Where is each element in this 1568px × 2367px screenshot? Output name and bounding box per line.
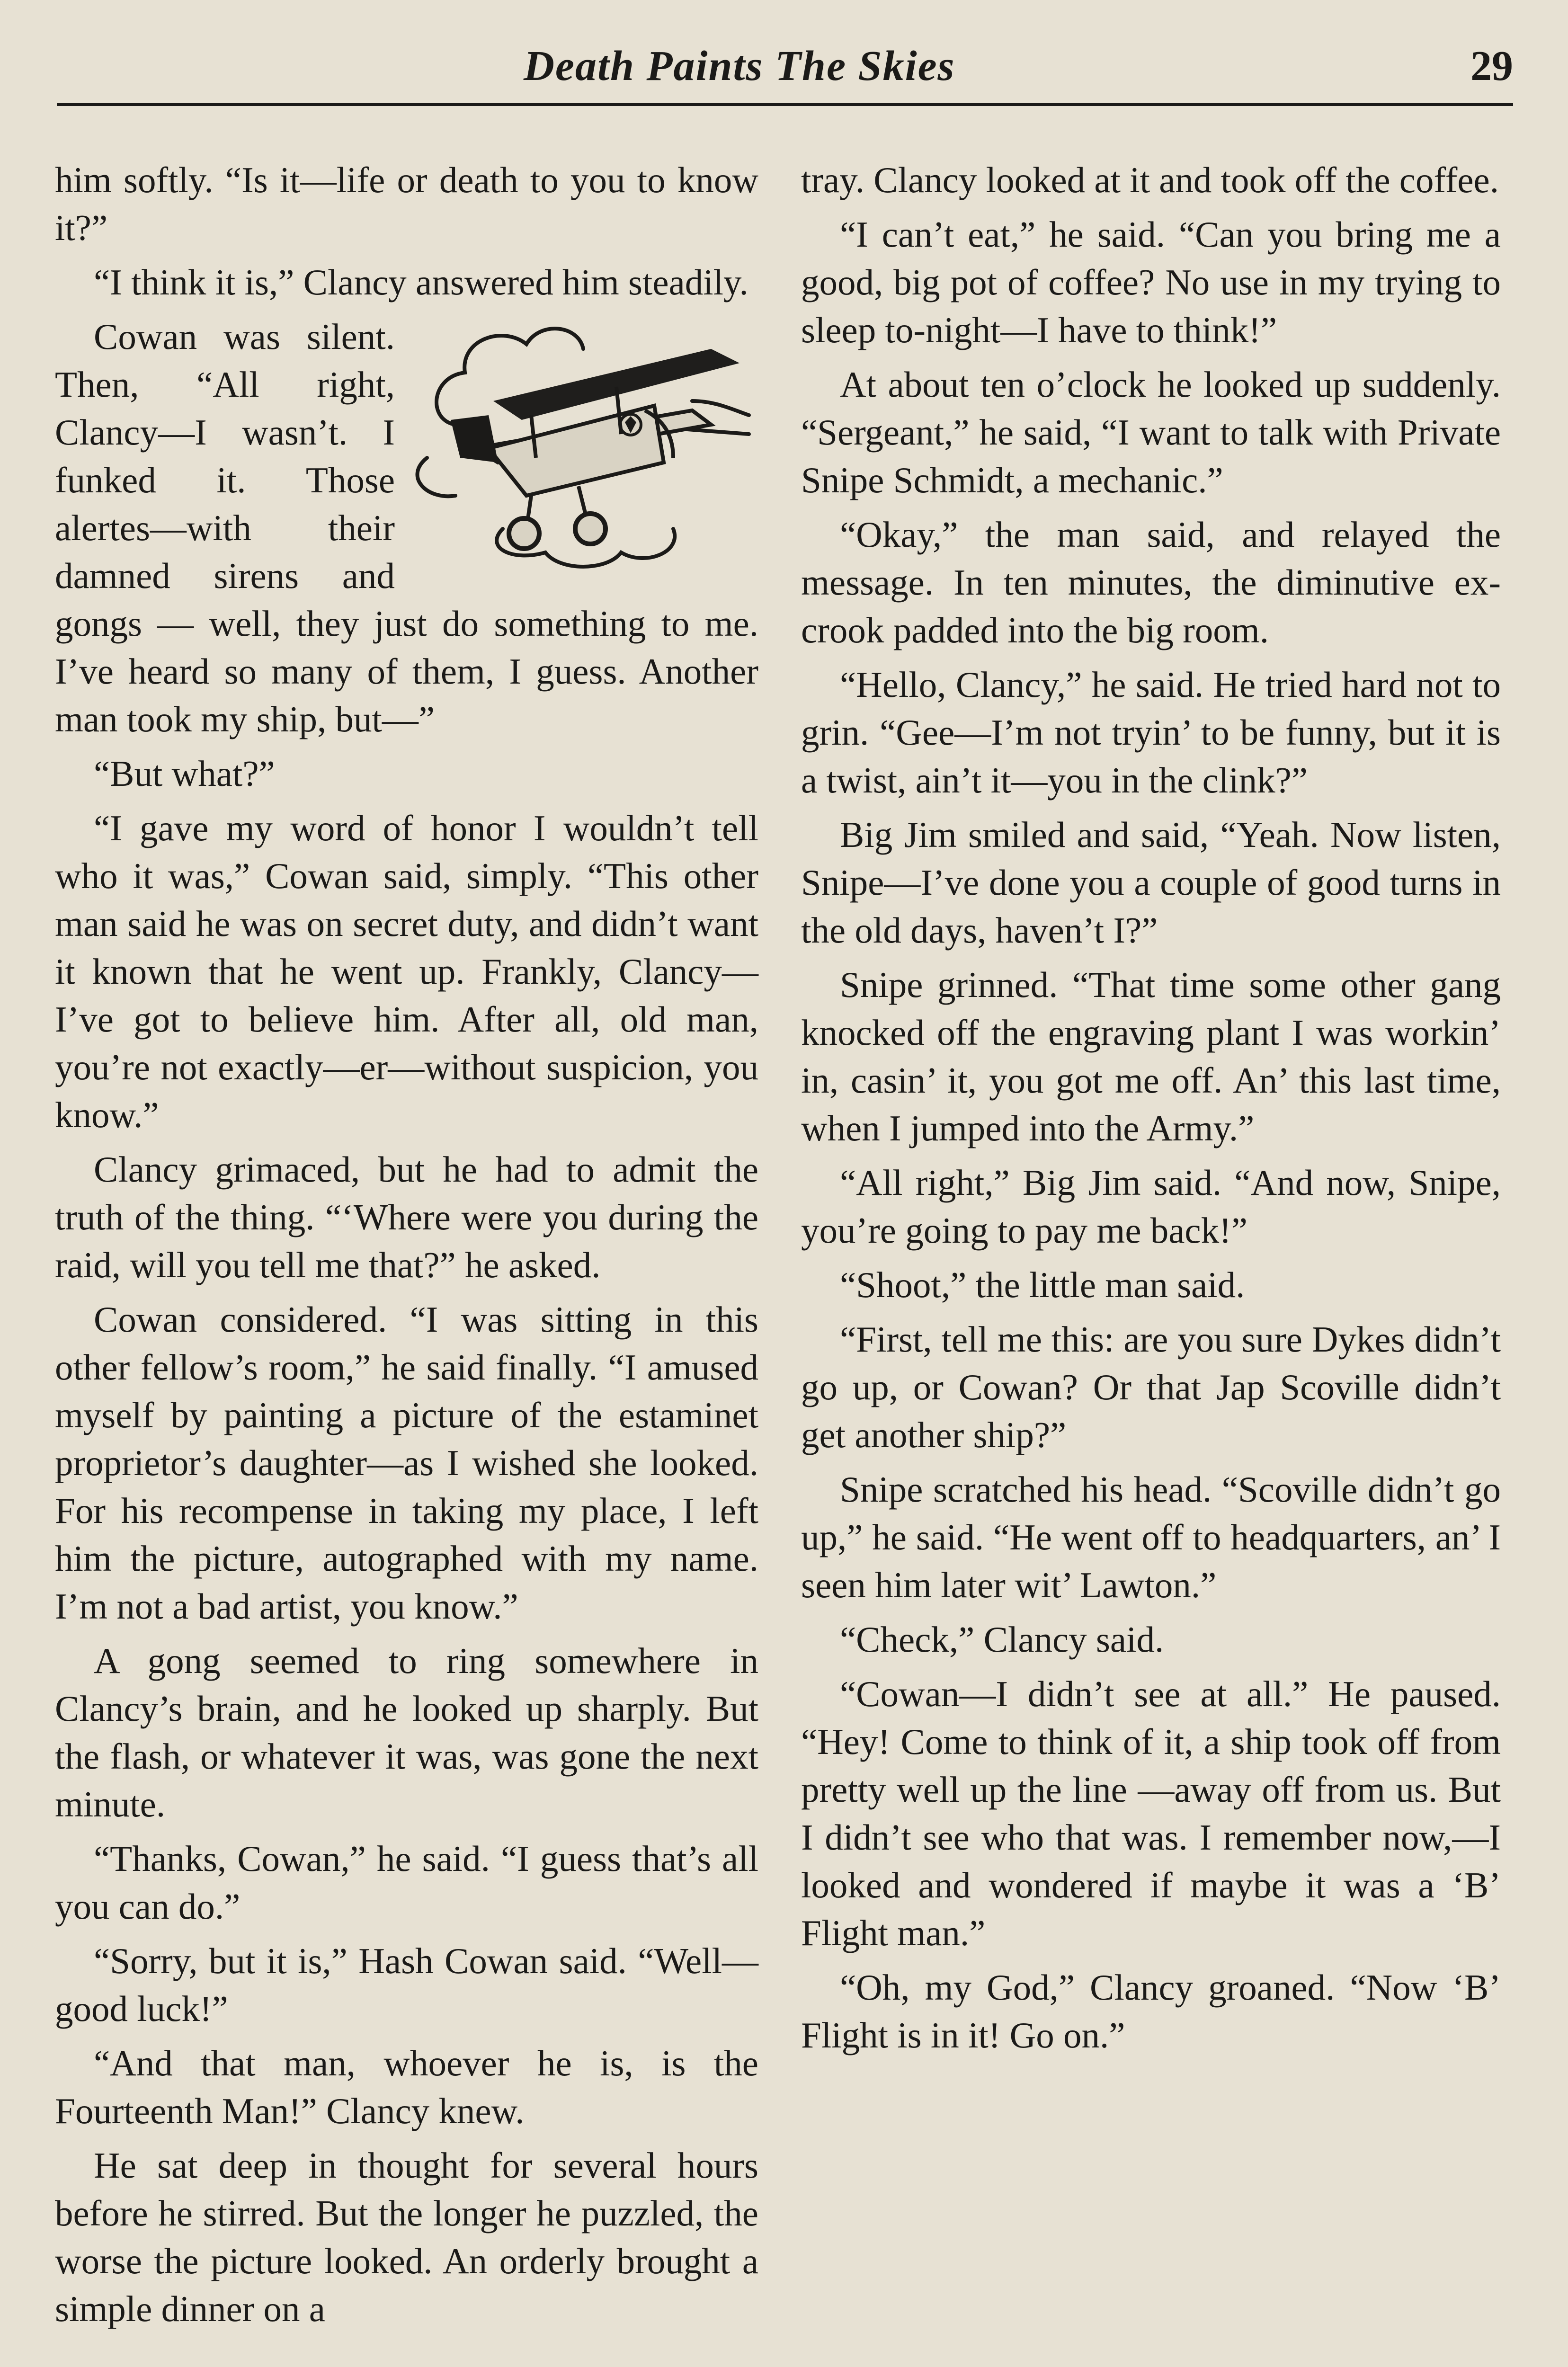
paragraph: “First, tell me this: are you sure Dykes didn’t go up, or Cowan? Or that Jap Scoville didn’t get another ship?” <box>801 1319 1501 1455</box>
paragraph: “Shoot,” the little man said. <box>840 1264 1245 1305</box>
paragraph: “And that man, whoever he is, is the Fourteenth Man!” Clancy knew. <box>55 2043 758 2131</box>
header-rule <box>57 103 1513 106</box>
paragraph: A gong seemed to ring somewhere in Clancy’s brain, and he looked up sharply. But the flash, or whatever it was, was gone the next minute. <box>55 1640 758 1824</box>
paragraph: tray. Clancy looked at it and took off the coffee. <box>801 160 1499 200</box>
paragraph: “Hello, Clancy,” he said. He tried hard not to grin. “Gee—I’m not tryin’ to be funny, but it is a twist, ain’t it—you in the clink?” <box>801 664 1501 801</box>
paragraph: “I gave my word of honor I wouldn’t tell who it was,” Cowan said, simply. “This other man said he was on secret duty, and didn’t want it known that he went up. Frankly, Clancy—I’ve got to believe him. After all, old man, you’re not exactly—er—without suspicion, you know.” <box>55 808 758 1135</box>
biplane-illustration <box>408 306 758 571</box>
paragraph: “Thanks, Cowan,” he said. “I guess that’s all you can do.” <box>55 1838 758 1927</box>
paragraph: him softly. “Is it—life or death to you to know it?” <box>55 160 758 248</box>
page-number: 29 <box>1470 43 1513 89</box>
paragraph: Cowan was silent. Then, “All right, Clancy—I wasn’t. I funked it. Those alertes—with their damned sirens and gongs — well, they just do something to me. I’ve heard so many of them, I guess. Another man took my ship, but—” <box>55 316 758 739</box>
paragraph: “Sorry, but it is,” Hash Cowan said. “Well—good luck!” <box>55 1940 758 2029</box>
paragraph: Snipe scratched his head. “Scoville didn’t go up,” he said. “He went off to headquarters, an’ I seen him later wit’ Lawton.” <box>801 1469 1501 1605</box>
paragraph: “Cowan—I didn’t see at all.” He paused. “Hey! Come to think of it, a ship took off from pretty well up the line —away off from us. But I didn’t see who that was. I remember now,—I looked and wondered if maybe it was a ‘B’ Flight man.” <box>801 1673 1501 1953</box>
right-column <box>801 156 1501 2059</box>
paragraph: “Check,” Clancy said. <box>840 1619 1164 1660</box>
paragraph: At about ten o’clock he looked up suddenly. “Sergeant,” he said, “I want to talk with Private Snipe Schmidt, a mechanic.” <box>801 364 1501 500</box>
paragraph: “Oh, my God,” Clancy groaned. “Now ‘B’ Flight is in it! Go on.” <box>801 1967 1501 2056</box>
paragraph: “Okay,” the man said, and relayed the message. In ten minutes, the diminutive ex-crook padded into the big room. <box>801 514 1501 650</box>
paragraph: He sat deep in thought for several hours before he stirred. But the longer he puzzled, the worse the picture looked. An orderly brought a simple dinner on a <box>55 2145 758 2329</box>
running-title: Death Paints The Skies <box>524 43 955 89</box>
paragraph: “I think it is,” Clancy answered him steadily. <box>94 262 748 303</box>
left-column <box>55 156 758 2333</box>
paragraph: “All right,” Big Jim said. “And now, Snipe, you’re going to pay me back!” <box>801 1162 1501 1251</box>
paragraph: Cowan considered. “I was sitting in this other fellow’s room,” he said finally. “I amused myself by painting a picture of the estaminet proprietor’s daughter—as I wished she looked. For his recompense in taking my place, I left him the picture, autographed with my name. I’m not a bad artist, you know.” <box>55 1299 758 1627</box>
paragraph: “But what?” <box>94 753 275 794</box>
paragraph: “I can’t eat,” he said. “Can you bring me a good, big pot of coffee? No use in my trying to sleep to-night—I have to think!” <box>801 214 1501 350</box>
paragraph: Big Jim smiled and said, “Yeah. Now listen, Snipe—I’ve done you a couple of good turns in the old days, haven’t I?” <box>801 814 1501 951</box>
biplane-icon <box>408 306 758 571</box>
paragraph: Clancy grimaced, but he had to admit the truth of the thing. “‘Where were you during the raid, will you tell me that?” he asked. <box>55 1149 758 1285</box>
page-header <box>55 42 1513 103</box>
paragraph: Snipe grinned. “That time some other gang knocked off the engraving plant I was workin’ in, casin’ it, you got me off. An’ this last time, when I jumped into the Army.” <box>801 964 1501 1148</box>
